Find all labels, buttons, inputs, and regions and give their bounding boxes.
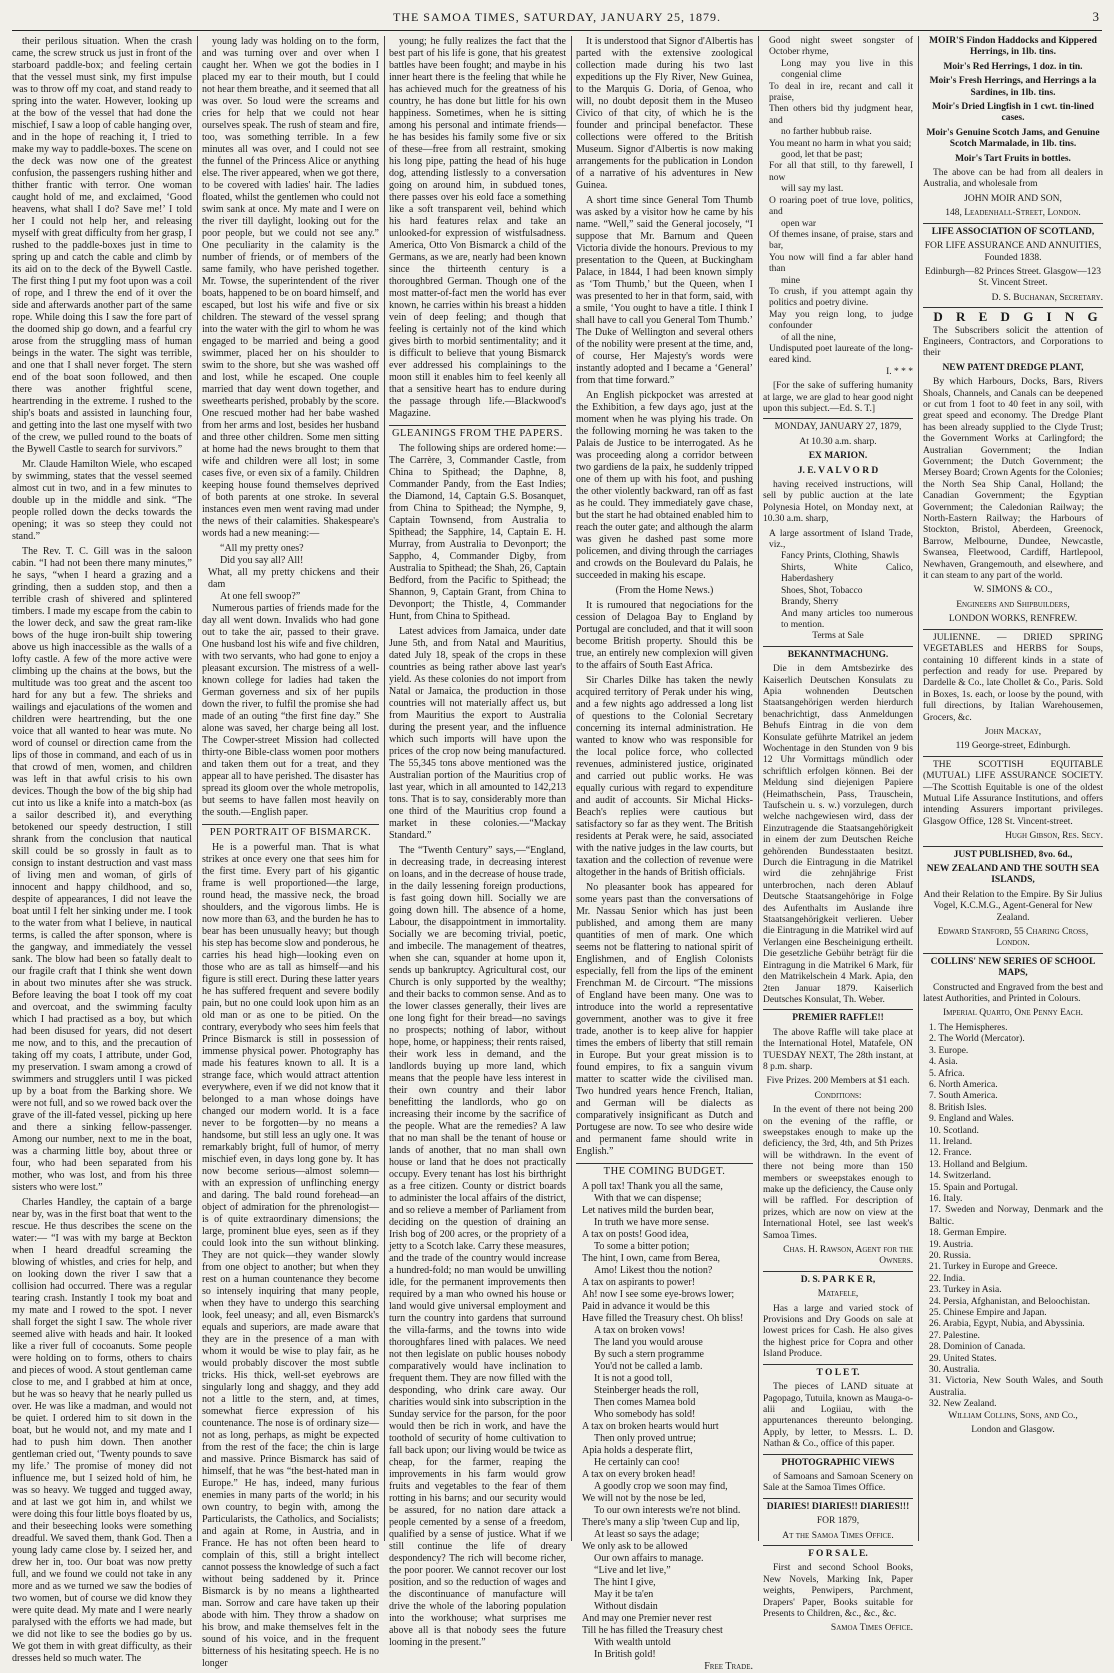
notice-ad — [763, 646, 913, 1007]
auction-item: Fancy Prints, Clothing, Shawls — [781, 551, 899, 562]
column-3 — [389, 36, 566, 1648]
page-number: 3 — [1092, 9, 1100, 24]
poem-line: Did you say all? All! — [220, 555, 304, 566]
poem-line: “Live and let live,” — [594, 1565, 671, 1576]
column-divider — [758, 36, 759, 1541]
section-heading: THE COMING BUDGET. — [603, 1166, 726, 1177]
poem-line: Who somebody has sold! — [594, 1409, 696, 1420]
raffle-conditions-text: In the event of there not being 200 on the evening of the raffle, or sweepstakes enough to make up the deficiency, the 3rd, 4th, and 5th Prizes will be withdrawn. In the event of there not being more than 150 members or sweepstakes enough to make up the deficiency, the Cause only will be raffled. For description of prizes, which are now on view at the International Hotel, see last week's Samoa Times. — [763, 1105, 913, 1241]
list-item: 23. Turkey in Asia. — [929, 1285, 1002, 1296]
moir-firm: JOHN MOIR AND SON, — [964, 193, 1062, 204]
poem-line: A tax on every broken head! — [582, 1469, 696, 1480]
poem-line: With that we can dispense; — [594, 1193, 702, 1204]
list-item: 9. England and Wales. — [929, 1114, 1014, 1125]
poem-line: For all that still, to thy farewell, I now — [769, 161, 913, 183]
julienne-text: JULIENNE. — DRIED SPRING VEGETABLES and HERBS for Soups, containing 10 different kinds in a state of perfection and ready for use. Prepared by Dardelle & Co., late Chollet & Co., Paris. Sold in Boxes, 1s. each, or loose by the pound, with full directions, by Italian Warehousemen, Grocers, &c. — [923, 632, 1103, 723]
raffle-conditions-title: Conditions: — [814, 1090, 862, 1101]
moir-line: Moir's Red Herrings, 1 doz. in tin. — [943, 61, 1083, 72]
poem-line: You now will find a far abler hand than — [769, 252, 913, 275]
auction-item: Shirts, White Calico, Haberdashery — [781, 562, 913, 585]
list-item: 20. Russia. — [929, 1251, 971, 1261]
article-paragraph: It is understood that Signor d'Albertis has parted with the extensive zoological collection made during his two last expeditions up the Fly River, New Guinea, to the Marquis G. Doria, of Genoa, who will, no doubt deposit them in the Museo Civico of that city, of which he is the founder and principal benefactor. These collections were offered to the British Museum. Signor d'Albertis is now making arrangements for the publication in London of a narrative of his adventures in New Guinea. — [576, 36, 753, 191]
poem-line: Steinberger heads the roll, — [594, 1385, 699, 1396]
article-paragraph: Sir Charles Dilke has taken the newly acquired territory of Perak under his wing, and a few nights ago addressed a long list of questions to the Colonial Secretary concerning its internal administration. He wanted to know who was responsible for the local police force, who collected revenues, administered justice, originated and carried out public works. He was equally curious with regard to expenditure and audit of accounts. Sir Michal Hicks-Beach's replies were cautious but satisfactory so far as they went. The British residents at Perak were, he said, associated with the native judges in the law courts, but taxation and the collection of revenue were altogether in the hands of British officials. — [576, 675, 753, 878]
poem-line: Good night sweet songster of October rhyme, — [769, 36, 913, 58]
notice-text: Die in dem Amtsbezirke des Kaiserlich Deutschen Konsulats zu Apia wohnenden Deutschen Staatsangehörigen werden hierdurch benachrichtigt, dass Anmeldungen Behufs Eintrag in die von dem Konsulate geführte Matrikel an jedem Wochentage in den Stunden von 9 bis 12 Uhr Vormittags mündlich oder schriftlich erfolgen können. Bei der Meldung sind diejenigen Papiere (Heimathschein, Pass, Trauschein, Taufschein u. s. w.) vorzulegen, durch welche nachgewiesen wird, dass der Einzutragende die Staatsangehörigkeit in einem der zum Deutschen Reiche gehörenden Bundesstaaten besitzt. Durch die Eintragung in die Matrikel wird die zehnjährige Frist unterbrochen, nach deren Ablauf Deutsche Staatsangehörige in Folge des Aufenthalts im Auslande ihre Staatsangehörigkeit verlieren. Ueber die Eintragung in die Matrikel wird auf Verlangen eine Bescheinigung ertheilt. Die gesetzliche Gebühr beträgt für die Eintragung in die Matrikel 6 Mark, für den Matrikelschein 4 Mark. Apia, den 2ten Januar 1879. Kaiserlich Deutsches Konsulat, Th. Weber. — [763, 664, 913, 1005]
poem-line: Have filled the Treasury chest. Oh bliss! — [582, 1313, 744, 1324]
section-heading: GLEANINGS FROM THE PAPERS. — [391, 428, 564, 439]
section-rule — [576, 1163, 753, 1164]
list-item: 6. North America. — [929, 1079, 998, 1090]
life-ad — [923, 223, 1103, 304]
column-4 — [576, 36, 753, 1672]
poem-line: Then others bid thy judgment hear, and — [769, 104, 913, 126]
masthead-title: THE SAMOA TIMES, SATURDAY, JANUARY 25, 1879. — [392, 10, 722, 24]
maps-list — [923, 1023, 1103, 1411]
parker-ad — [763, 1271, 913, 1361]
column-divider — [197, 36, 198, 1541]
poem-line: In British gold! — [594, 1649, 656, 1660]
article-paragraph: Latest advices from Jamaica, under date June 5th, and from Natal and Mauritius, dated July 18, speak of the crops in these countries as being rather above last year's yield. As these colonies do not import from Natal or Jamaica, the production in those countries will not materially affect us, but from Mauritius the export to Australia during the present year, and the influence which such imports will have upon the prices of the crop now being manufactured. The 55,345 tons above mentioned was the Australian portion of the Mauritius crop of last year, which in all amounted to 142,213 tons. That is to say, considerably more than one third of the Mauritius crop found a market in these colonies.—“Mackay Standard.” — [389, 626, 566, 841]
article-paragraph: The following ships are ordered home:—The Carrère, 3, Commander Castle, from China to Spithead; the Daphne, 8, Commander Pandy, from the East Indies; the Diamond, 14, Captain G.S. Bosanquet, from China to Spithead; the Nymphe, 9, Captain Townsend, from Australia to Spithead; the Sapphire, 14, Captain E. H. Murray, from Australia to Devonport; the Sappho, 4, Commander Digby, from Australia to Spithead; the Shah, 26, Captain Bedford, from the Pacific to Spithead; the Shannon, 9, Captain Grant, from China to Devonport; the Thistle, 4, Commander Hunt, from China to Spithead. — [389, 443, 566, 622]
poem-line: With wealth untold — [594, 1637, 671, 1648]
poem-line: Undisputed poet laureate of the long-eared kind. — [769, 343, 913, 366]
poem-line: A tax on posts! Good idea, — [582, 1229, 689, 1240]
poem-line: You meant no harm in what you said; — [769, 138, 912, 149]
poem-line: By such a stern programme — [594, 1349, 704, 1360]
forsale-ad — [763, 1545, 913, 1635]
moir-line: Moir's Genuine Scotch Jams, and Genuine Scotch Marmalade, in 1lb. tins. — [926, 127, 1100, 150]
list-item: 24. Persia, Afghanistan, and Beloochistan. — [929, 1296, 1090, 1307]
simons-subtitle: Engineers and Shipbuilders, — [956, 599, 1070, 610]
forsale-title: F O R S A L E. — [808, 1548, 868, 1559]
book-published: JUST PUBLISHED, 8vo. 6d., — [953, 849, 1073, 860]
poem-signature: I. * * * — [886, 366, 913, 377]
auction-item: Brandy, Sherry — [781, 597, 839, 608]
notice-title: BEKANNTMACHUNG. — [787, 649, 889, 660]
list-item: 16. Italy. — [929, 1193, 963, 1204]
moir-line: Moir's Tart Fruits in bottles. — [955, 153, 1071, 164]
column-5 — [763, 36, 913, 1634]
maps-ad — [923, 953, 1103, 1437]
poem-line: Then only proved untrue; — [594, 1433, 696, 1444]
auction-item: Shoes, Shot, Tobacco — [781, 585, 863, 596]
book-publisher: Edward Stanford, 55 Charing Cross, London. — [937, 927, 1089, 949]
forsale-text: First and second School Books, New Novels, Marking Ink, Paper weights, Penwipers, Parchment, Drapers' Paper, Books suitable for Presents to Children, &c., &c., &c. — [763, 1563, 913, 1619]
poem-line: A tax on broken hearts would hurt — [582, 1421, 719, 1432]
auctioneer-name: J. E. V A L V O R D — [797, 465, 879, 476]
maps-title: COLLINS' NEW SERIES OF SCHOOL MAPS, — [930, 956, 1096, 979]
scottish-ad — [923, 756, 1103, 843]
list-item: 18. German Empire. — [929, 1228, 1007, 1239]
poem-line: At one fell swoop?” — [220, 591, 301, 602]
book-ad — [923, 846, 1103, 950]
poem-line: To some a bitter potion; — [594, 1241, 690, 1252]
article-paragraph: An English pickpocket was arrested at the Exhibition, a few days ago, just at the moment when he was plying his trade. On the following morning he was taken to the Palais de Justice to be interrogated. As he was proceeding along a corridor between two gardiens de la paix, he suddenly tripped one of them up with his foot, and pushing the other violently backward, ran off as fast as he could. They immediately gave chase, but the start he had obtained enabled him to reach the outer gate; and although the alarm was given he dashed past some more policemen, and diving through the carriages and crowds on the Boulevard du Palais, he succeeded in making his escape. — [576, 390, 753, 581]
photo-title: PHOTOGRAPHIC VIEWS — [781, 1457, 895, 1468]
column-6 — [923, 36, 1103, 1541]
column-divider — [571, 36, 572, 1541]
list-item: 26. Arabia, Egypt, Nubia, and Abyssinia. — [929, 1319, 1085, 1330]
poem-line: “All my pretty ones? — [220, 543, 304, 554]
poem-line: Let natives mild the burden bear, — [582, 1205, 714, 1216]
poem-line: Amo! Likest thou the notion? — [594, 1265, 713, 1276]
poem-line: open war — [781, 218, 817, 229]
poem-line: To our own interests we're not blind. — [594, 1505, 741, 1516]
list-item: 12. France. — [929, 1148, 972, 1159]
moir-note: The above can be had from all dealers in Australia, and wholesale from — [923, 168, 1103, 190]
list-item: 11. Ireland. — [929, 1136, 973, 1147]
photo-ad — [763, 1454, 913, 1495]
dredging-title: D R E D G I N G — [933, 309, 1103, 325]
poem-line: will say my last. — [781, 184, 844, 195]
poem-line: Long may you live in this congenial clime — [781, 58, 913, 81]
poem-line: O roaring poet of true love, politics, and — [769, 195, 913, 218]
article-paragraph: young lady was holding on to the form, and was turning over and over when I caught her. When we got the bodies in I placed my ear to their mouth, but I could not hear them breathe, and it seemed that all was over. So loud were the screams and cries for help that we could not hear ourselves speak. The rush of steam and fire, too, was something terrible. In a few minutes all was over, and I could not see the funnel of the Princess Alice or anything else. The river appeared, when we got there, to be covered with ladies' hair. The ladies floated, whilst the gentlemen who could not swim sank at once. My mate and I were on the river till daylight, looking out for the poor people, but we could not see any.” One peculiarity in the calamity is the number of friends, or of members of the same family, who have perished together. Mr. Towse, the superintendent of the river boats, happened to be on board himself, and escaped, but lost his wife and five or six children. The steward of the vessel sprang into the water with the girl to whom he was engaged to be married and being a good swimmer, placed her on his shoulder to swim to the shore, but she was washed off and lost, while he escaped. One couple married that day went down together, and sweethearts perished, probably by the score. One rescued mother had her babe washed from her arms and lost, besides her husband and three other children. Some men sitting at home had the news brought to them that wife and children were all lost; in some cases five, or even six of a family. Children keeping house found themselves deprived of both parents at one stroke. In several instances even men went raving mad under the news of their calamities. Shakespeare's words had a new meaning:— — [202, 36, 379, 539]
article-paragraph: their perilous situation. When the crash came, the screw struck us just in front of the starboard paddle-box; and feeling certain that the vessel must sink, my first impulse was to throw off my coat, and stand ready to spring into the water. However, looking up at the bow of the vessel that had done the mischief, I saw a loop of cable hanging over, and in the hope of reaching it, I tried to make my way to paddle-boxes. The scene on the deck was now one of the greatest confusion, the passengers rushing hither and thither frantic with terror. One woman caught hold of me, and exclaimed, ‘Good heavens, what shall I do? Save me!’ I told her I could not help her, and releasing myself with great difficulty from her grasp, I rushed to the paddle-boxes just in time to spring up and catch the cable and climb by its aid on to the deck of the Bywell Castle. The first thing I put my foot upon was a coil of rope, and I threw the end of it over the side and afterwards another part of the same rope. While doing this I saw the fore part of the doomed ship go down, and a fearful cry arose from the struggling mass of human beings in the water. The sight was terrible, and one that I shall never forget. The stern end of the boat soon followed, and then there was another frightful scene, heartrending in the extreme. I rushed to the ship's boats and assisted in launching four, and getting into the last one myself with two of the crew, we pulled round to the boats of the Bywell Castle to search for survivors.” — [12, 36, 192, 455]
section-rule — [202, 824, 379, 825]
list-item: 22. India. — [929, 1273, 966, 1284]
poem-signoff: Free Trade. — [704, 1661, 753, 1672]
poem-line: of all the nine, — [781, 332, 836, 343]
poem-line: To crush, if you attempt again thy politics and poetry divine. — [769, 286, 913, 309]
list-item: 14. Switzerland. — [929, 1171, 992, 1182]
poem-line: mine — [781, 275, 800, 286]
tolet-title: T O L E T. — [816, 1367, 860, 1378]
article-paragraph: A short time since General Tom Thumb was asked by a visitor how he came by his name. “Well,” said the General jocosely, “I suppose that Mr. Barnum and Queen Victoria divide the honours. Previous to my presentation to the Queen, at Buckingham Palace, in 1844, I had been known simply as ‘Tom Thumb,’ but the Queen, when I was presented to her in that form, said, with a smile, ‘You ought to have a title. I think I shall have to call you General Tom Thumb.’ The Duke of Wellington and several others of the nobility were present at the time, and, of course, Her Majesty's words were instantly adopted and I became a ‘General’ from that time forward.” — [576, 195, 753, 386]
poem-line: Paid in advance it would be this — [582, 1301, 710, 1312]
list-item: 27. Palestine. — [929, 1330, 980, 1341]
photo-text: of Samoans and Samoan Scenery on Sale at the Samoa Times Office. — [763, 1471, 913, 1494]
poem-line: no farther hubbub raise. — [781, 127, 872, 138]
auction-item: And many articles too numerous to mention. — [781, 608, 913, 630]
editor-note: [For the sake of suffering humanity at large, we are glad to hear good night upon this subject.—Ed. S. T.] — [763, 381, 913, 414]
forsale-location: Samoa Times Office. — [830, 1623, 913, 1634]
poem-line: Till he has filled the Treasury chest — [582, 1625, 723, 1636]
article-paragraph: No pleasanter book has appeared for some years past than the conversations of Mr. Nassau Senior which has just been published, and among them are many quantities of men of mark. One which seems not be flattering to national spirit of Englishmen, and of English Colonists especially, fell from the lips of the eminent Frenchman M. de Circourt. “The missions of England have been many. One was to introduce into the world a representative government, another was to give it free trade, another is to keep alive for happier times the embers of liberty that still remain in Europe. But your great mission is to found empires, to fix a sanguin vivum matter to scatter wide the civilised man. Two hundred years hence French, Italian, and German will be dialects as comparatively insignificant as Dutch and Portugese are now. To see who desire wide and permanent fame should write in English.” — [576, 882, 753, 1157]
list-item: 25. Chinese Empire and Japan. — [929, 1308, 1047, 1319]
poem-line: The hint, I own, came from Berea, — [582, 1253, 721, 1264]
poem-line: A tax on broken vows! — [594, 1325, 686, 1336]
diaries-ad — [763, 1498, 913, 1542]
julienne-signature: John Mackay, — [984, 726, 1042, 737]
poem-line: A goodly crop we soon may find, — [594, 1481, 728, 1492]
article-paragraph: young; he fully realizes the fact that the best part of his life is gone, that his greatest battles have been fought; and maybe in his inner heart there is the feeling that while he has achieved much for the greatness of his country, he has done but little for his own happiness. Sometimes, when he is sitting among his personal and intimate friends—he has besides his family some five or six of these—free from all restraint, smoking his long pipe, patting the head of his huge dog, attending listlessly to a conversation going on around him, in subdued tones, there passes over his eold face a something like a soft transparent veil, behind which his hard features relax and take an unlooked-for expression of wistfulsadness. America, Otto Von Bismarck a child of the Germans, as we are, nearly had been known since the thirteenth century is a thoroughbred German. Though one of the most matter-of-fact men the world has ever known, he carries within his breast a hidden vein of deep feeling; and though that feeling is certainly not of the kind which gives birth to morbid sentimentality; and it is difficult to believe that young Bismarck ever addressed his complainings to the moon still it enables him to feel keenly all that a sensitive heart has to endure during the passage through life.—Blackwood's Magazine. — [389, 36, 566, 419]
section-heading: PEN PORTRAIT OF BISMARCK. — [209, 827, 372, 838]
list-item: 32. New Zealand. — [929, 1399, 997, 1410]
list-item: 1. The Hemispheres. — [929, 1022, 1008, 1033]
poem-line: And may one Premier never rest — [582, 1613, 712, 1624]
poem-line: The land you would arouse — [594, 1337, 703, 1348]
section-rule — [389, 425, 566, 426]
moir-ad — [923, 36, 1103, 220]
auction-item: A large assortment of Island Trade, viz., — [769, 528, 913, 551]
column-divider — [384, 36, 385, 1541]
poem-line: Without disdain — [594, 1601, 658, 1612]
article-paragraph: It is rumoured that negociations for the cession of Delagoa Bay to England by Portugal are concluded, and that it will soon become British property. Should this be true, an entirely new complexion will given to the affairs of South East Africa. — [576, 600, 753, 671]
simons-address: LONDON WORKS, RENFREW. — [948, 614, 1078, 625]
list-item: 19. Austria. — [929, 1239, 974, 1250]
poem-line: We will not by the nose be led, — [582, 1493, 706, 1504]
life-subtitle: FOR LIFE ASSURANCE AND ANNUITIES, Founded 1838. — [924, 241, 1102, 263]
masthead — [0, 0, 1114, 34]
poem-line: A poll tax! Thank you all the same, — [582, 1181, 723, 1192]
list-item: 31. Victoria, New South Wales, and South Australia. — [929, 1376, 1103, 1398]
poem-line: Then comes Mamea bold — [594, 1397, 696, 1408]
poem-line: Our own affairs to manage. — [594, 1553, 704, 1564]
tolet-ad — [763, 1364, 913, 1451]
book-title: NEW ZEALAND AND THE SOUTH SEA ISLANDS, — [926, 864, 1100, 886]
poem-line: May you reign long, to judge confounder — [769, 309, 913, 332]
list-item: 10. Scotland. — [929, 1125, 979, 1136]
poem-line: The hint I give, — [594, 1577, 656, 1588]
moir-line: Moir's Dried Lingfish in 1 cwt. tin-lined cases. — [932, 102, 1094, 124]
column-1 — [12, 36, 192, 1664]
poem-line: What, all my pretty chickens and their dam — [208, 567, 379, 590]
raffle-ad — [763, 1009, 913, 1268]
article-paragraph: Charles Handley, the captain of a barge near by, was in the first boat that went to the rescue. He thus describes the scene on the water:— “I was with my barge at Beckton when I heard dreadful screaming the blowing of whistles, and cries for help, and on looking down the river I saw that a collision had occurred. There was a regular tearing crash. Instantly I took my boat and my mate and I rowed to the spot. I never shall forget the sight I saw. The whole river seemed alive with heads and hair. It looked like a river full of cocoanuts. Some people were holding on to forms, others to chairs and pieces of wood. A stout gentleman came close to me, and I grabbed at him at once, but he was so heavy that he nearly pulled us over. He was like a madman, and would not be quiet. I ordered him to sit down in the boat, but he would not, and my mate and I had to push him down. Then another gentleman cried out, ‘Twenty pounds to save my life.’ The promise of money did not influence me, but I seized hold of him, he was so heavy. We tugged and tugged away, and at last we got him in, and whilst we were doing this four little boys floated by us, and their beseeching looks were something dreadful. We saved them, thank God. Then a young lady came close by. I seized her, and drew her in, too. Our boat was now pretty full, and we found we could not take in any more and as we turned we saw the bodies of two women, but of course we did know they were quite dead. My mate and I were nearly paralysed with the efforts we had made, but we did not like to see the bodies go by us. We got them in with great difficulty, as their dresses held so much water. The — [12, 1197, 192, 1664]
list-item: 4. Asia. — [929, 1057, 958, 1068]
auction-date: MONDAY, JANUARY 27, 1879, — [774, 422, 902, 433]
raffle-title: PREMIER RAFFLE!! — [792, 1013, 884, 1024]
auction-ad — [763, 418, 913, 642]
poem-line: To deal in ire, recant and call it praise, — [769, 81, 913, 104]
article-paragraph: He is a powerful man. That is what strikes at once every one that sees him for the first time. Every part of his gigantic frame is well proportioned—the large, round head, the massive neck, the broad shoulders, and the vigorous limbs. He is now more than 63, and the burden he has to bear has been unusually heavy; but though his step has become slow and ponderous, he carries his head high—looking even on those who are as tall as himself—and his figure is still erect. During these latter years he has suffered frequent and severe bodily pain, but no one could look upon him as an old man or as one to be pitied. On the contrary, everybody who sees him feels that Prince Bismarck is still in possession of immense physical power. Photography has made his features known to all. It is a strange face, which would attract attention everywhere, even if we did not know that it belonged to a man whose doings have changed our modern world. It is a face never to be forgotten—by no means a handsome, but still less an ugly one. It was remarkably bright, full of humor, of merry mischief even, in days long gone by. It has now become serious—almost solemn—with an expression of unflinching energy and daring. The bald round forehead—an object of admiration for the phrenologist—is of quite extraordinary dimensions; the large, prominent blue eyes, seen as if they could look into the sun without blinking. They are not quick—they wander slowly from one object to another; but when they rest on a human countenance they become so intensely inquiring that many people, when they have to undergo this searching look, feel uneasy; and all, even Bismarck's equals and superiors, are made aware that they are in the presence of a man with whom it would be wise to play fair, as he would probably discover the most subtle tricks. His thick, well-set eyebrows are singularly long and shaggy, and they add not a little to the stern, and, at times, somewhat fierce expression of his countenance. The nose is of ordinary size—not as long, perhaps, as might be expected from the rest of the face; the chin is large and massive. Prince Bismarck has said of himself, that he was “the best-hated man in Europe.” He has, indeed, many furious enemies in many parts of the world; in his own country, to begin with, among the Particularists, the Catholics, and Socialists; and again at Rome, in Austria, and in France. He has not often been heard to complain of this, still a bright intellect cannot possess the knowledge of such a fact without being saddened by it. Prince Bismarck is by no means a lighthearted man. Sorrow and care have taken up their abode with him. They throw a shadow on his brow, and make themselves felt in the sound of his voice, and in the frequent bitterness of his hesitating speech. He is no longer — [202, 842, 379, 1669]
life-address: Edinburgh—82 Princes Street. Glasgow—123 St. Vincent Street. — [924, 266, 1102, 289]
poem-line: You'd not be called a lamb. — [594, 1361, 703, 1372]
maps-address: London and Glasgow. — [971, 1425, 1055, 1436]
scottish-text: THE SCOTTISH EQUITABLE (MUTUAL) LIFE ASSURANCE SOCIETY.—The Scottish Equitable is one of the oldest Mutual Life Assurance Institutions, and offers intending Assurers important privileges. Glasgow Office, 128 St. Vincent-street. — [923, 759, 1103, 827]
dredging-text: The Subscribers solicit the attention of Engineers, Contractors, and Corporations to their — [923, 325, 1103, 359]
poem-line: We only ask to be allowed — [582, 1541, 688, 1552]
diaries-location: At the Samoa Times Office. — [782, 1530, 894, 1541]
article-paragraph: The Rev. T. C. Gill was in the saloon cabin. “I had not been there many minutes,” he says, “when I heard a grazing and a grinding, then a sudden stop, and then a terrible crash of shivered and splintered timbers. I made my escape from the cabin to the lower deck, and saw the great ram-like bows of the huge iron-built ship towering above us high inaccessible as the walls of a lofty castle. A few of the more active were climbing up the chains at the bows, but the multitude was too great and the ascent too hard for any but a few. The shrieks and wailings and ejaculations of the women and children were heartrending, but the one voice that all wanted to hear was mute. No word of counsel or direction came from the lips of those in command, and each of us in that crowd of men, women, and children was left in that awful crisis to his own devices. Though the bow of the big ship had cut into us like a knife into a match-box (as a sailor described it), and everything betokened our speedy destruction, I still shrank from the conclusion that nautical skill could be so grossly in fault as to consign to instant destruction and vast mass of living men and woman, of girls of innocent and happy childhood, and so, despite of appearances, I did not leave the boat until I felt her sinking under me. I took to the water from what I believe, in nautical terms, is called the after sponson, where is the gangway, and immediately the vessel sank. The blow had been so fatally dealt to our fragile craft that I think she went down in about two minutes after she was struck. Before leaving the boat I took off my coat and overcoat, and the swimming faculty which I had practised as a boy, but which had been disused for years, did not desert me now, and to this, and the precaution of taking off my coats, I attribute, under God, my preservation. I swam among a crowd of swimmers and strugglers until I was picked up by a boat from the Barking shore. We were not full, and so we rowed back over the grave of the ill-fated vessel, picking up here and there a sinking fellow-passenger. Among our number, next to me in the boat, was a charming little boy, about three or four, who had been separated from his mother, who was lost, and from his three sisters who were lost.” — [12, 546, 192, 1193]
moir-line: MOIR'S Findon Haddocks and Kippered Herrings, in 1lb. tins. — [929, 36, 1097, 58]
book-text: And their Relation to the Empire. By Sir Julius Vogel, K.C.M.G., Agent-General for New Zealand. — [923, 889, 1103, 923]
list-item: 21. Turkey in Europe and Greece. — [929, 1262, 1058, 1273]
article-paragraph: Numerous parties of friends made for the day all went down. Invalids who had gone out to take the air, passed to their grave. One husband lost his wife and five children, with two servants, who had gone to enjoy a pleasant excursion. The mistress of a well-known college for ladies had taken the German governess and six of her pupils down the river, to fulfil the promise she had made of an outing “the first fine day.” She alone was saved, her charge being all lost. The Cowper-street Mission had collected thirty-one Bible-class women poor mothers and taken them out for a treat, and they appear all to have perished. The disaster has spread its gloom over the whole metropolis, but seems to have fallen most heavily on the south.—English paper. — [202, 603, 379, 818]
article-paragraph: Mr. Claude Hamilton Wiele, who escaped by swimming, states that the vessel seemed almost cut in two, and in a few minutes to double up in the middle and sink. “The people rolled down the decks towards the opening; it was so steep they could not stand.” — [12, 459, 192, 542]
diaries-title: DIARIES! DIARIES!! DIARIES!!! — [766, 1501, 910, 1512]
dredge-plant: NEW PATENT DREDGE PLANT, — [942, 362, 1084, 373]
poem-line: There's many a slip 'tween Cup and lip, — [582, 1517, 740, 1528]
poem-line: At least so says the adage; — [594, 1529, 700, 1540]
list-item: 13. Holland and Belgium. — [929, 1159, 1028, 1170]
raffle-signature: Chas. H. Rawson, Agent for the Owners. — [783, 1245, 913, 1267]
poem-line: He certainly can coo! — [594, 1457, 680, 1468]
maps-text: Constructed and Engraved from the best and latest Authorities, and Printed in Colours. — [923, 982, 1103, 1005]
column-2 — [202, 36, 379, 1669]
poem-line: Ah! now I see some eye-brows lower; — [582, 1289, 735, 1300]
list-item: 30. Australia. — [929, 1365, 980, 1376]
tolet-text: The pieces of LAND situate at Pagopago, Tutuila, known as Mauga-o-alii and Logiiau, with the appurtenances thereunto belonging. Apply, by letter, to Messrs. L. D. Nathan & Co., office of this paper. — [763, 1382, 913, 1450]
parker-location: Matafele, — [817, 1289, 859, 1300]
moir-address: 148, Leadenhall-Street, London. — [945, 208, 1081, 219]
parker-text: Has a large and varied stock of Provisions and Dry Goods on sale at lowest prices for Cash. He also gives the highest price for Copra and other Island Produce. — [763, 1303, 913, 1360]
list-item: 15. Spain and Portugal. — [929, 1182, 1018, 1193]
poem-line: A tax on aspirants to power! — [582, 1277, 696, 1288]
scottish-signature: Hugh Gibson, Res. Secy. — [1005, 831, 1103, 842]
dredging-ad — [923, 307, 1103, 626]
poem — [576, 1181, 753, 1661]
auction-ship: EX MARION. — [808, 451, 868, 462]
julienne-ad — [923, 629, 1103, 753]
poem-line: In truth we have more sense. — [594, 1217, 709, 1228]
raffle-prizes: Five Prizes. 200 Members at $1 each. — [766, 1076, 910, 1087]
list-item: 7. South America. — [929, 1091, 998, 1102]
diaries-year: FOR 1879, — [816, 1516, 860, 1527]
dredge-text: By which Harbours, Docks, Bars, Rivers Shoals, Channels, and Canals can be deepened or cut from 1 foot to 40 feet in any soil, with great speed and economy. The Dredge Plant has been already supplied to the Clyde Trust; the Government Works at Carlingford; the Australian Government; the Indian Government; the Dutch Government; the Mersey Board; Crown Agents for the Colonies; the North Sea Ship Canal, Holland; the Canadian Government; the Egyptian Government; the Caledonian Railway; the North-Eastern Railway; the Harbours of Stockton, Bristol, Aberdeen, Greenock, Barrow, Melbourne, Dundee, Newcastle, Swansea, Fleetwood, Cardiff, Hartlepool, Newhaven, Grangemouth, and elsewhere, and it can steam to any part of the world. — [923, 377, 1103, 582]
list-item: 29. United States. — [929, 1353, 997, 1364]
list-item: 2. The World (Mercator). — [929, 1034, 1025, 1045]
simons-firm: W. SIMONS & CO., — [973, 585, 1053, 596]
article-paragraph: The “Twenth Century” says,—“England, in decreasing trade, in decreasing interest on loans, and in the decrease of house trade, in the daily lessening foreign productions, is fast going down hill. Socially we are going down hill. The absence of a home, Labour, the disappointment in immortality. Socially we are becoming trivial, poetic, and imbecile. The management of theatres, when she can, squander at home upon it, sends up bankruptcy. Agricultural cost, our Church is only supported by the wealthy; and their backs to common sense. And as to the lower classes generally, their lives are one long fight for their bread—no savings no prospects; nothing of labor, without hope, home, or happiness; their rents raised, their work less in demand, and the landlords buying up more land, which means that the people have less interest in their own country and their labor benefitting the landlords, who go on increasing their income by the sacrifice of the people. What are the remedies? A law that no man shall be the tenant of house or lands of another, that no man shall own house or land that he does not practically occupy. Every tenant has lost his birthright as a free citizen. County or district boards to administer the local affairs of the district, and so relieve a member of Parliament from deciding on the question of draining an Irish bog of 200 acres, or the propriety of a jetty to a Scotch lake. Carry these measures, and the trade of the country would increase a hundred-fold; no man would be unwilling idle, for the permanent improvements then required by a man who owned his house or land would give universal employment and turn the country into gardens that surround the villa-farms, and the towns into wide thoroughfares lined with palaces. We need not then legislate on public houses nobody comparatively would have inclination to frequent them. They are now filled with the desponding, who drink care away. Our charities would sink into subscription in the Sunday service for the parson, for the poor would then be rich in work, and have the toothold of security of home cultivation to fall back upon; our living would be twice as cheap, for the farmer, reaping the improvements in his farm would grow fruits and vegetables to the fear of them rotting in his barns; and our security would be assured, for no nation dare attack a people cemented by a sense of a freedom, qualified by a sense of justice. What if we still continue the life of dreary despondency? The rich will become richer, the poor poorer. We cannot recover our lost position, and so the reduction of wages and the discontinuance of manufacture will drive the whole of the laboring population into the workhouse; what surprises me above all is that nobody sees the future looming in the present.” — [389, 845, 566, 1648]
poem-line: It is not a good toll, — [594, 1373, 673, 1384]
poem-line: Apia holds a desperate flirt, — [582, 1445, 693, 1456]
masthead-rule — [12, 30, 1102, 31]
list-item: 8. British Isles. — [929, 1102, 987, 1113]
column-divider — [918, 36, 919, 1541]
list-item: 28. Dominion of Canada. — [929, 1342, 1026, 1353]
poem-line: good, let that be past; — [781, 150, 863, 161]
julienne-address: 119 George-street, Edinburgh. — [955, 741, 1071, 752]
poem-line: Of themes insane, of praise, stars and bar, — [769, 229, 913, 252]
life-title: LIFE ASSOCIATION OF SCOTLAND, — [931, 226, 1095, 237]
maps-price: Imperial Quarto, One Penny Each. — [942, 1008, 1084, 1019]
parker-name: D. S. P A R K E R, — [800, 1274, 876, 1285]
life-secretary: D. S. Buchanan, Secretary. — [991, 292, 1103, 303]
list-item: 5. Africa. — [929, 1068, 965, 1079]
source-note: (From the Home News.) — [615, 585, 714, 596]
moir-line: Moir's Fresh Herrings, and Herrings a la Sardines, in 1lb. tins. — [929, 76, 1097, 98]
maps-publisher: William Collins, Sons, and Co., — [948, 1410, 1078, 1421]
list-item: 3. Europe. — [929, 1045, 969, 1056]
raffle-text: The above Raffle will take place at the International Hotel, Matafele, ON TUESDAY NEXT, The 28th instant, at 8 p.m. sharp. — [763, 1027, 913, 1072]
auction-text: having received instructions, will sell by public auction at the late Polynesia Hotel, on Monday next, at 10.30 a.m. sharp, — [763, 480, 913, 525]
list-item: 17. Sweden and Norway, Denmark and the Baltic. — [929, 1205, 1103, 1227]
poem-line: May it be ta'en — [594, 1589, 654, 1600]
poem — [763, 36, 913, 378]
auction-time: At 10.30 a.m. sharp. — [799, 436, 877, 447]
auction-terms: Terms at Sale — [812, 631, 864, 642]
